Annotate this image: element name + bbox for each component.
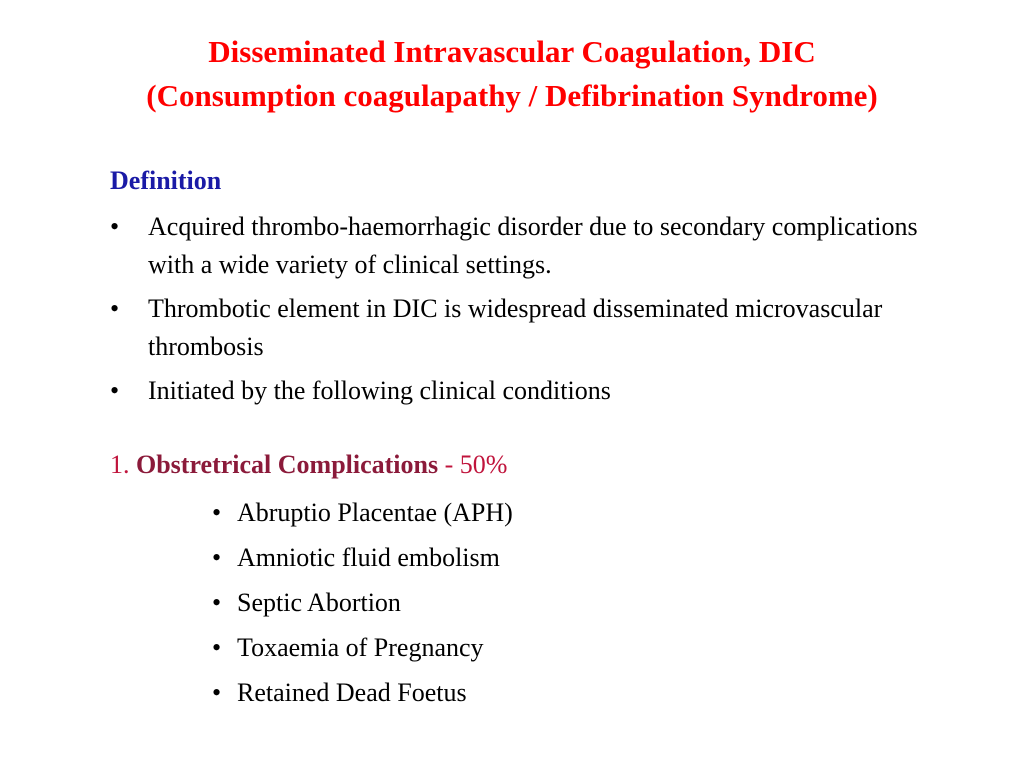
bullet-marker: • (110, 294, 120, 323)
bullet-marker: • (110, 212, 120, 241)
bullet-text: Acquired thrombo-haemorrhagic disorder due to secondary complications with a wide variety of clinical settings. (148, 212, 918, 279)
sub-bullet-item (212, 625, 513, 670)
bullet-marker: • (212, 678, 222, 707)
bullet-text: Thrombotic element in DIC is widespread disseminated microvascular thrombosis (148, 294, 883, 361)
cause-name: Obstretrical Complications (136, 450, 439, 479)
bullet-item (110, 290, 970, 366)
sub-bullet-text: Retained Dead Foetus (237, 678, 467, 707)
cause-percentage: - 50% (444, 450, 508, 479)
bullet-marker: • (212, 633, 222, 662)
bullet-marker: • (212, 543, 222, 572)
sub-bullet-text: Amniotic fluid embolism (237, 543, 500, 572)
sub-bullet-item (212, 535, 513, 580)
cause-heading (110, 446, 507, 484)
sub-bullet-item (212, 670, 513, 715)
bullet-marker: • (110, 376, 120, 405)
bullet-text: Initiated by the following clinical conditions (148, 376, 611, 405)
title-line-2: (Consumption coagulapathy / Defibrination Syndrome) (146, 78, 878, 113)
sub-bullet-text: Abruptio Placentae (APH) (237, 498, 513, 527)
title-line-1: Disseminated Intravascular Coagulation, DIC (208, 34, 816, 69)
definition-bullet-list (110, 208, 970, 416)
cause-number: 1. (110, 450, 130, 479)
bullet-marker: • (212, 498, 222, 527)
sub-bullet-text: Septic Abortion (237, 588, 401, 617)
bullet-item (110, 208, 970, 284)
sub-bullet-item (212, 490, 513, 535)
slide-title (0, 30, 1024, 118)
sub-bullet-text: Toxaemia of Pregnancy (237, 633, 484, 662)
bullet-marker: • (212, 588, 222, 617)
bullet-item (110, 372, 970, 410)
definition-heading: Definition (110, 166, 222, 195)
sub-bullet-item (212, 580, 513, 625)
cause-bullet-list (212, 490, 513, 715)
